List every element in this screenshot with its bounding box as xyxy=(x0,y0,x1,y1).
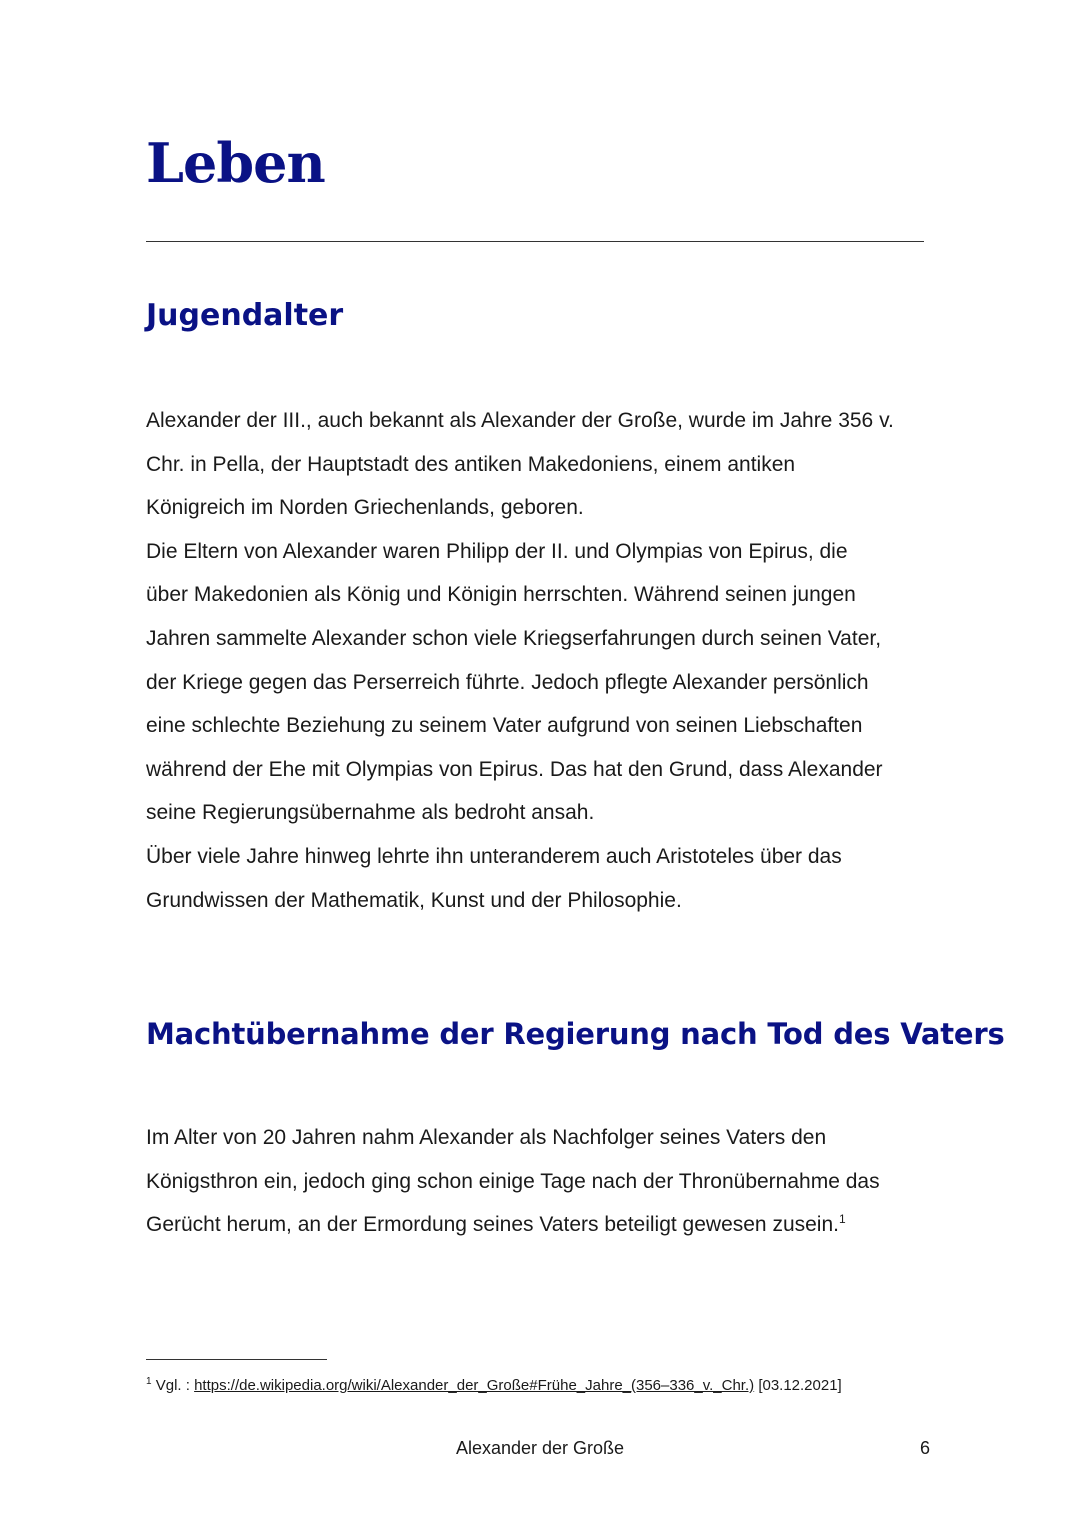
text-line: Alexander der III., auch bekannt als Alexander der Große, wurde im Jahre 356 v. xyxy=(146,409,894,432)
section-body-machtuebernahme xyxy=(146,1116,946,1247)
text-line: seine Regierungsübernahme als bedroht ansah. xyxy=(146,801,595,825)
text-line: Im Alter von 20 Jahren nahm Alexander als Nachfolger seines Vaters den xyxy=(146,1126,827,1149)
title-divider xyxy=(146,241,924,242)
text-line: Über viele Jahre hinweg lehrte ihn unteranderem auch Aristoteles über das xyxy=(146,844,842,868)
text-line: Chr. in Pella, der Hauptstadt des antiken Makedoniens, einem antiken xyxy=(146,452,796,476)
text-line: Gerücht herum, an der Ermordung seines Vaters beteiligt gewesen zusein. xyxy=(146,1213,839,1237)
text-line: Grundwissen der Mathematik, Kunst und der Philosophie. xyxy=(146,888,682,912)
text-line-with-footnote xyxy=(146,1203,946,1247)
page-title: Leben xyxy=(146,131,325,195)
footnote-divider xyxy=(146,1359,327,1360)
footnote-prefix: Vgl. : xyxy=(155,1377,190,1394)
footnote-date: [03.12.2021] xyxy=(758,1377,842,1394)
text-line: Jahren sammelte Alexander schon viele Kriegserfahrungen durch seinen Vater, xyxy=(146,626,882,650)
text-line: Königreich im Norden Griechenlands, geboren. xyxy=(146,496,584,520)
section-heading-machtuebernahme: Machtübernahme der Regierung nach Tod des Vaters xyxy=(146,1017,1005,1051)
text-line: Die Eltern von Alexander waren Philipp der II. und Olympias von Epirus, die xyxy=(146,539,848,563)
footnote-reference[interactable]: 1 xyxy=(838,1212,846,1227)
footnote-number: 1 xyxy=(146,1376,152,1387)
text-line: während der Ehe mit Olympias von Epirus. Das hat den Grund, dass Alexander xyxy=(146,757,883,781)
page-number: 6 xyxy=(920,1438,931,1458)
text-line: über Makedonien als König und Königin herrschten. Während seinen jungen xyxy=(146,583,856,607)
footnote xyxy=(146,1376,842,1394)
section-heading-jugendalter: Jugendalter xyxy=(146,298,344,333)
footer-title: Alexander der Große xyxy=(455,1438,625,1458)
footnote-link[interactable]: https://de.wikipedia.org/wiki/Alexander_der_Große#Frühe_Jahre_(356–336_v._Chr.) xyxy=(194,1377,755,1394)
section-body-jugendalter xyxy=(146,399,946,922)
text-line: Königsthron ein, jedoch ging schon einige Tage nach der Thronübernahme das xyxy=(146,1169,880,1193)
text-line: der Kriege gegen das Perserreich führte. Jedoch pflegte Alexander persönlich xyxy=(146,670,869,694)
text-line: eine schlechte Beziehung zu seinem Vater aufgrund von seinen Liebschaften xyxy=(146,714,863,738)
